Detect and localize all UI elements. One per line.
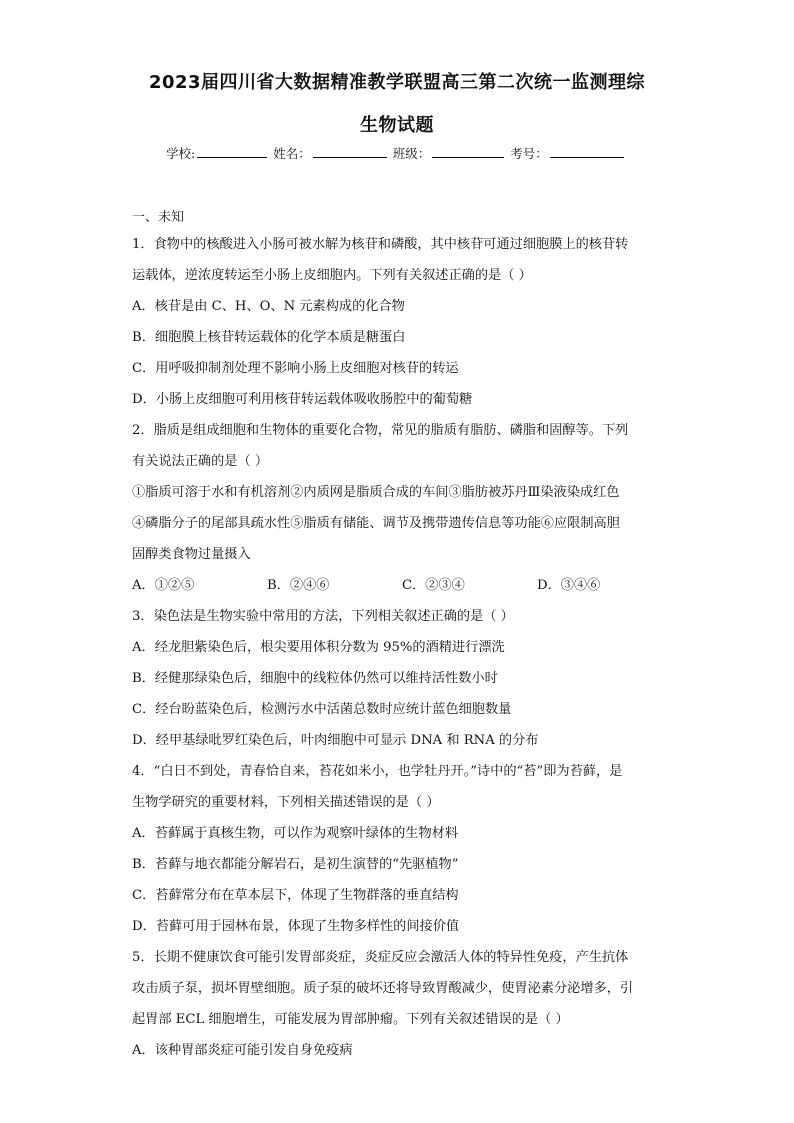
option-b: B．②④⑥ (267, 578, 330, 593)
text-line: 3．染色法是生物实验中常用的方法，下列相关叙述正确的是（ ） (132, 609, 514, 624)
name-blank[interactable] (313, 144, 387, 158)
text-line: 5．长期不健康饮食可能引发胃部炎症，炎症反应会激活人体的特异性免疫，产生抗体 (132, 950, 629, 965)
exam-title: 2023届四川省大数据精准教学联盟高三第二次统一监测理综 (148, 72, 646, 93)
exam-number-blank[interactable] (550, 144, 624, 158)
option-line: D．经甲基绿吡罗红染色后，叶肉细胞中可显示 DNA 和 RNA 的分布 (132, 733, 539, 748)
text-line: ①脂质可溶于水和有机溶剂②内质网是脂质合成的车间③脂肪被苏丹Ⅲ染液染成红色 (132, 485, 620, 500)
q2-options (132, 570, 672, 601)
option-line: D．小肠上皮细胞可利用核苷转运载体吸收肠腔中的葡萄糖 (132, 392, 473, 407)
text-line: ④磷脂分子的尾部具疏水性⑤脂质有储能、调节及携带遗传信息等功能⑥应限制高胆 (132, 516, 620, 531)
text-line: 生物学研究的重要材料，下列相关描述错误的是（ ） (132, 795, 440, 810)
option-line: C．苔藓常分布在草本层下，体现了生物群落的垂直结构 (132, 888, 459, 903)
questions (132, 229, 672, 1066)
text-line: 运载体，逆浓度转运至小肠上皮细胞内。下列有关叙述正确的是（ ） (132, 268, 532, 283)
text-line: 有关说法正确的是（ ） (132, 454, 269, 469)
option-line: A．核苷是由 C、H、O、N 元素构成的化合物 (132, 299, 405, 314)
option-line: A．该种胃部炎症可能引发自身免疫病 (132, 1043, 353, 1058)
option-line: D．苔藓可用于园林布景，体现了生物多样性的间接价值 (132, 919, 460, 934)
text-line: 1．食物中的核酸进入小肠可被水解为核苷和磷酸，其中核苷可通过细胞膜上的核苷转 (132, 237, 629, 252)
section-heading: 一、未知 (132, 210, 185, 225)
option-c: C．②③④ (402, 578, 465, 593)
option-line: B．苔藓与地衣都能分解岩石，是初生演替的“先驱植物” (132, 857, 459, 872)
option-line: B．经健那绿染色后，细胞中的线粒体仍然可以维持活性数小时 (132, 671, 498, 686)
option-line: C．用呼吸抑制剂处理不影响小肠上皮细胞对核苷的转运 (132, 361, 459, 376)
option-line: C．经台盼蓝染色后，检测污水中活菌总数时应统计蓝色细胞数量 (132, 702, 512, 717)
school-blank[interactable] (197, 144, 267, 158)
text-line: 4．“白日不到处，青春恰自来，苔花如米小，也学牡丹开。”诗中的“苔”即为苔藓，是 (132, 764, 623, 779)
text-line: 起胃部 ECL 细胞增生，可能发展为胃部肿瘤。下列有关叙述错误的是（ ） (132, 1012, 569, 1027)
option-d: D．③④⑥ (537, 578, 601, 593)
school-label: 学校: (166, 146, 196, 161)
text-line: 2．脂质是组成细胞和生物体的重要化合物，常见的脂质有脂肪、磷脂和固醇等。下列 (132, 423, 629, 438)
class-label: 班级： (392, 146, 431, 161)
exam-subtitle: 生物试题 (360, 115, 434, 136)
student-info-row (166, 144, 626, 162)
option-line: B．细胞膜上核苷转运载体的化学本质是糖蛋白 (132, 330, 406, 345)
name-label: 姓名： (273, 146, 311, 161)
option-line: A．苔藓属于真核生物，可以作为观察叶绿体的生物材料 (132, 826, 459, 841)
option-a: A．①②⑤ (132, 578, 195, 593)
exam-number-label: 考号： (510, 146, 548, 161)
option-line: A．经龙胆紫染色后，根尖要用体积分数为 95%的酒精进行漂洗 (132, 640, 505, 655)
text-line: 固醇类食物过量摄入 (132, 547, 251, 562)
class-blank[interactable] (432, 144, 504, 158)
text-line: 攻击质子泵，损坏胃壁细胞。质子泵的破坏还将导致胃酸减少，使胃泌素分泌增多，引 (132, 981, 634, 996)
